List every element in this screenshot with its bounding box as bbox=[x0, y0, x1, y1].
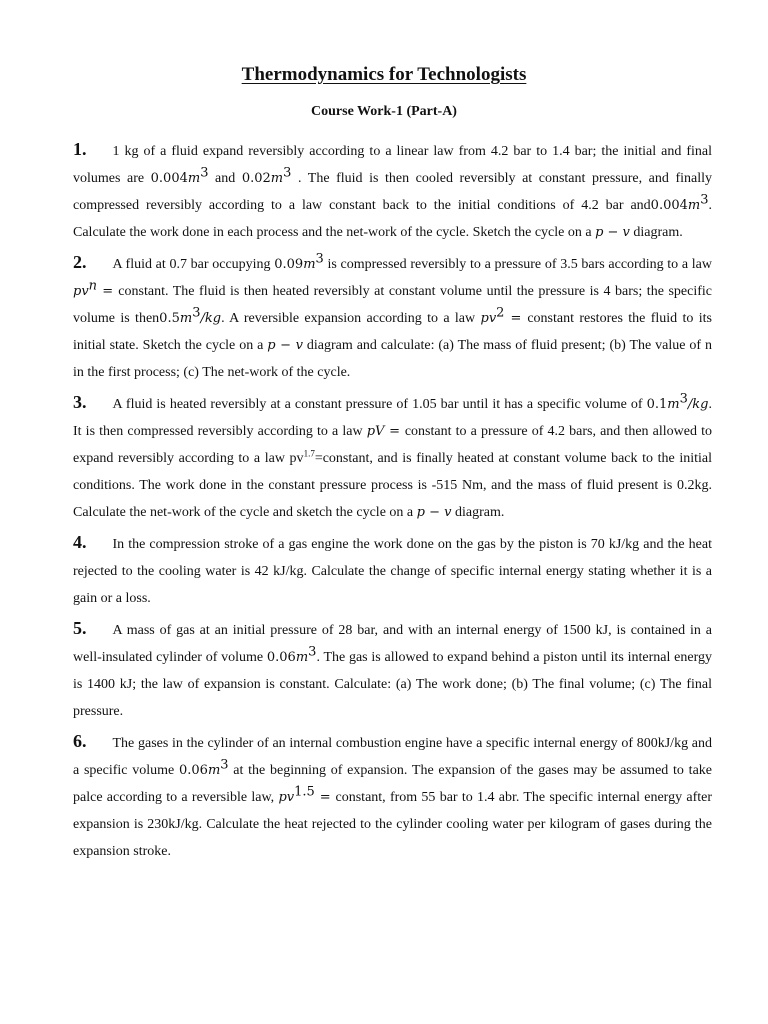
question-1: 1. 1 kg of a fluid expand reversibly according to a linear law from 4.2 bar to 1.4 bar; the initial and final volumes are $0.004m^3$ and $0.02m^3$ . The fluid is then cooled reversibly at constant pressure, and finally compressed reversibly according to a law constant back to the initial conditions of 4.2 bar $and0.004m^3$. Calculate the work done in each process and the net-work of the cycle. Sketch the cycle on a p − v diagram. bbox=[73, 139, 712, 240]
question-number: 3. bbox=[73, 392, 87, 412]
question-number: 6. bbox=[73, 731, 87, 751]
question-5: 5. A mass of gas at an initial pressure of 28 bar, and with an internal energy of 1500 kJ, is contained in a well-insulated cylinder of volume $0.06m^3$. The gas is allowed to expand behind a piston until its internal energy is 1400 kJ; the law of expansion is constant. Calculate: (a) The work done; (b) The final volume; (c) The final pressure. bbox=[73, 618, 712, 719]
question-number: 1. bbox=[73, 139, 87, 159]
question-number: 2. bbox=[73, 252, 87, 272]
document-subtitle: Course Work-1 (Part-A) bbox=[311, 104, 457, 119]
questions bbox=[73, 136, 712, 868]
question-3: 3. A fluid is heated reversibly at a constant pressure of 1.05 bar until it has a specific volume of $0.1m^3/kg$. It is then compressed reversibly according to a law pV = constant to a pressure of 4.2 bars, and then allowed to expand reversibly according to a law $pv^{1.7}=constant$, and is finally heated at constant volume back to the initial conditions. The work done in the constant pressure process is -515 Nm, and the mass of fluid present is 0.2kg. Calculate the net-work of the cycle and sketch the cycle on a p − v diagram. bbox=[73, 391, 712, 520]
document-title: Thermodynamics for Technologists bbox=[241, 64, 527, 85]
question-6: 6. The gases in the cylinder of an internal combustion engine have a specific internal energy of 800kJ/kg and a specific volume $0.06m^3$ at the beginning of expansion. The expansion of the gases may be assumed to take palce according to a reversible law, $pv^{1.5}$ = constant, from 55 bar to 1.4 abr. The specific internal energy after expansion is 230kJ/kg. Calculate the heat rejected to the cylinder cooling water per kilogram of gases during the expansion stroke. bbox=[73, 731, 712, 859]
question-number: 5. bbox=[73, 618, 87, 638]
question-4: 4. In the compression stroke of a gas engine the work done on the gas by the piston is 70 kJ/kg and the heat rejected to the cooling water is 42 kJ/kg. Calculate the change of specific internal energy stating whether it is a gain or a loss. bbox=[73, 532, 712, 606]
question-2: 2. A fluid at 0.7 bar occupying $0.09m^3$ is compressed reversibly to a pressure of 3.5 bars according to a law $pv^n$ = constant. The fluid is then heated reversibly at constant volume until the pressure is 4 bars; the specific volume is $then0.5m^3/kg$. A reversible expansion according to a law $pv^2$ = constant restores the fluid to its initial state. Sketch the cycle on a p − v diagram and calculate: (a) The mass of fluid present; (b) The value of n in the first process; (c) The net-work of the cycle. bbox=[73, 251, 713, 380]
question-number: 4. bbox=[73, 532, 87, 552]
